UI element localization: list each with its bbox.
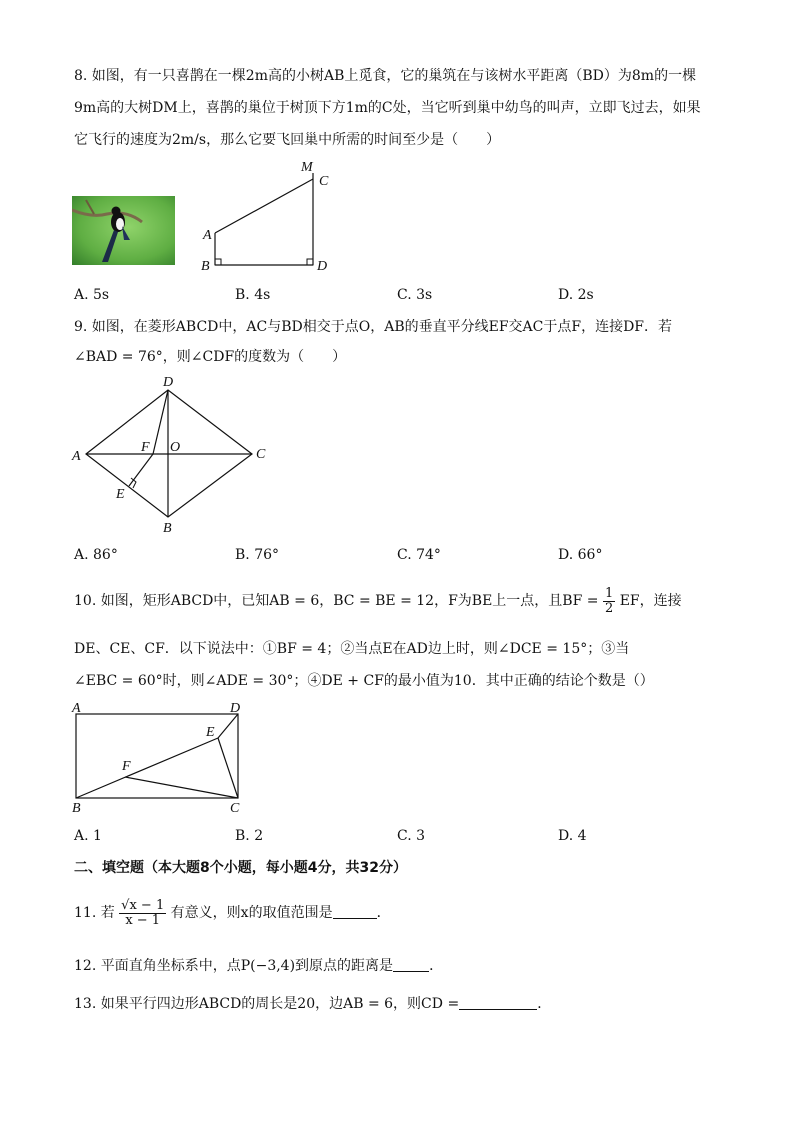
q10-option-d[interactable]: D. 4	[558, 828, 587, 844]
q10-line1-end: EF，连接	[619, 593, 682, 609]
q11-text: 有意义，则x的取值范围是	[170, 905, 333, 921]
q9-option-a[interactable]: A. 86°	[74, 547, 118, 563]
q8-option-a[interactable]: A. 5s	[74, 287, 110, 303]
label-F: F	[122, 759, 131, 774]
segment-CE	[218, 738, 238, 798]
q10-fraction	[603, 587, 615, 616]
label-D: D	[163, 375, 174, 390]
q10-line1-start: 10. 如图，矩形ABCD中，已知AB = 6，BC = BE = 12，F为BE上一点，且BF =	[74, 593, 599, 609]
q12-text: 12. 平面直角坐标系中，点P(−3,4)到原点的距离是	[74, 958, 394, 974]
q9-option-d[interactable]: D. 66°	[558, 547, 603, 563]
right-angle-B	[215, 259, 221, 265]
label-C: C	[256, 447, 266, 462]
q8-line2: 9m高的大树DM上，喜鹊的巢位于树顶下方1m的C处，当它听到巢中幼鸟的叫声，立即飞过去，如果	[74, 100, 701, 116]
label-B: B	[163, 521, 172, 536]
frac-numerator: 1	[604, 585, 614, 601]
right-angle-D	[307, 259, 313, 265]
q10-option-b[interactable]: B. 2	[235, 828, 264, 844]
q12-end: ．	[429, 958, 444, 974]
q10-line1	[74, 585, 682, 617]
frac-denominator: 2	[604, 600, 614, 616]
q13-end: ．	[537, 996, 552, 1012]
label-E: E	[116, 487, 125, 502]
q13	[74, 995, 551, 1013]
q10-line3: ∠EBC = 60°时，则∠ADE = 30°；④DE + CF的最小值为10．其中正确的结论个数是（）	[74, 673, 654, 689]
q11-numerator: √x − 1	[121, 897, 165, 913]
label-A: A	[72, 449, 81, 464]
segment-EF	[129, 454, 153, 486]
label-C: C	[230, 801, 240, 816]
label-E: E	[206, 725, 215, 740]
q9-option-c[interactable]: C. 74°	[397, 547, 441, 563]
q9-rhombus-diagram	[68, 372, 278, 540]
q8-tree-diagram	[195, 155, 345, 275]
q11-end: ．	[376, 905, 391, 921]
q9-option-b[interactable]: B. 76°	[235, 547, 280, 563]
label-F: F	[141, 440, 150, 455]
label-A: A	[72, 701, 81, 716]
label-A: A	[203, 228, 212, 243]
q11-denominator: x − 1	[125, 912, 161, 928]
label-D: D	[230, 701, 241, 716]
label-D: D	[317, 259, 328, 274]
q8-option-d[interactable]: D. 2s	[558, 287, 594, 303]
q8-option-c[interactable]: C. 3s	[397, 287, 433, 303]
label-O: O	[170, 440, 181, 455]
segment-BE	[76, 738, 218, 798]
q11	[74, 894, 391, 932]
magpie-photo	[72, 196, 175, 265]
q11-fraction	[119, 899, 166, 928]
label-C: C	[319, 174, 329, 189]
q10-option-a[interactable]: A. 1	[74, 828, 102, 844]
q12-answer-blank[interactable]	[393, 957, 429, 972]
segment-CF	[125, 777, 238, 798]
segment-AC	[215, 179, 313, 233]
q13-text: 13. 如果平行四边形ABCD的周长是20，边AB = 6，则CD =	[74, 996, 460, 1012]
q9-line1: 9. 如图，在菱形ABCD中，AC与BD相交于点O，AB的垂直平分线EF交AC于点F，连接DF．若	[74, 319, 673, 335]
label-B: B	[72, 801, 81, 816]
label-B: B	[201, 259, 210, 274]
segment-DE	[218, 714, 238, 738]
q11-answer-blank[interactable]	[333, 904, 377, 919]
q8-line3: 它飞行的速度为2m/s，那么它要飞回巢中所需的时间至少是（ ）	[74, 132, 501, 148]
label-M: M	[301, 160, 313, 175]
q9-line2: ∠BAD = 76°，则∠CDF的度数为（ ）	[74, 349, 347, 365]
q12	[74, 957, 443, 975]
q13-answer-blank[interactable]	[459, 995, 537, 1010]
q10-line2: DE、CE、CF．以下说法中：①BF = 4；②当点E在AD边上时，则∠DCE = 15°；③当	[74, 641, 630, 657]
q10-option-c[interactable]: C. 3	[397, 828, 426, 844]
q11-start: 11. 若	[74, 905, 115, 921]
q8-line1: 8. 如图，有一只喜鹊在一棵2m高的小树AB上觅食，它的巢筑在与该树水平距离（BD）为8m的一棵	[74, 68, 697, 84]
q8-option-b[interactable]: B. 4s	[235, 287, 271, 303]
section-heading: 二、填空题（本大题8个小题，每小题4分，共32分）	[74, 860, 407, 876]
q10-rectangle-diagram	[68, 700, 258, 818]
